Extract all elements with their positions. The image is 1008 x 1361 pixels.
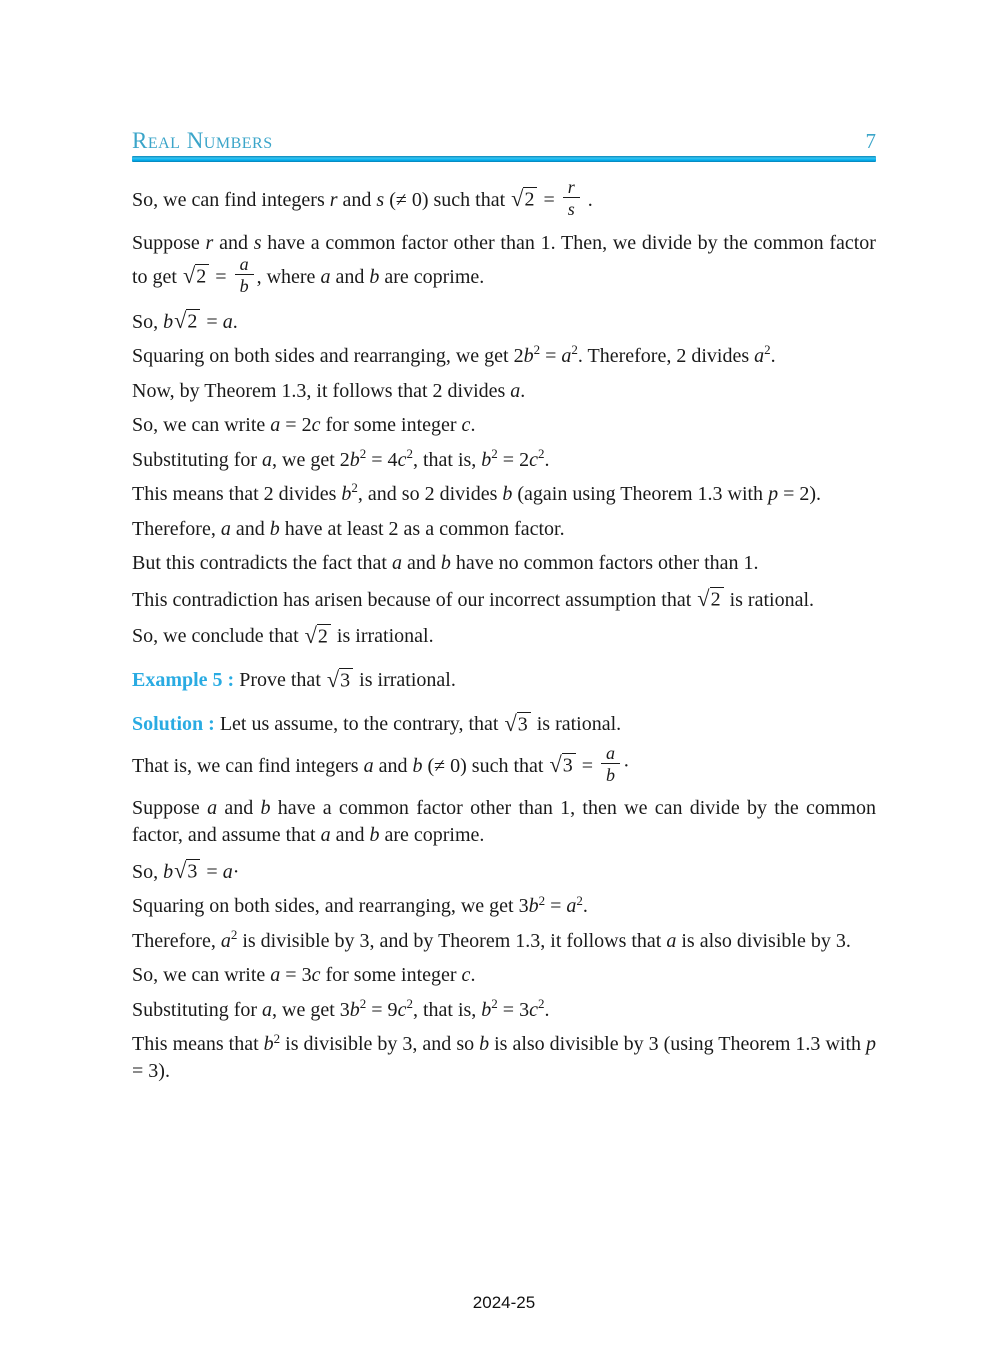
paragraph: But this contradicts the fact that a and b have no common factors other than 1. — [132, 552, 759, 575]
radical-sign-icon: √ — [183, 263, 196, 289]
math-superscript: 2 — [491, 445, 498, 461]
radicand: 2 — [186, 309, 200, 333]
math-variable: a — [561, 345, 572, 368]
math-variable: a — [510, 379, 521, 402]
page-footer — [0, 1293, 1008, 1313]
math-variable: c — [461, 414, 471, 437]
page-body — [132, 177, 877, 1093]
math-variable: b — [369, 265, 380, 288]
math-variable: a — [220, 929, 231, 952]
paragraph: So, we conclude that √2 is irrational. — [132, 622, 434, 648]
math-superscript: 2 — [571, 342, 578, 358]
math-superscript: 2 — [351, 480, 358, 496]
math-variable: c — [529, 998, 538, 1021]
math-variable: a — [270, 414, 281, 437]
paragraph: So, we can write a = 2c for some integer c. — [132, 414, 476, 437]
paragraph: Suppose r and s have a common factor other than 1. Then, we divide by the common factor to get √2 = $\frac{a}{b}$ , where a and b are coprime. — [132, 231, 876, 296]
paragraph: This means that $b^2$ is divisible by 3, and so b is also divisible by 3 (using Theorem 1.3 with p = 3). — [132, 1030, 877, 1083]
sqrt-expression — [504, 710, 530, 736]
paragraph: Example 5 : Prove that √3 is irrational. — [132, 666, 456, 692]
math-fraction — [235, 254, 254, 296]
math-variable: a — [270, 964, 281, 987]
math-variable: r — [205, 231, 214, 254]
math-variable: c — [461, 964, 471, 987]
paragraph: Now, by Theorem 1.3, it follows that 2 divides a. — [132, 379, 526, 402]
chapter-title: Real Numbers — [132, 128, 273, 153]
paragraph: So, we can find integers r and s (≠ 0) such that √2 = $\frac{r}{s}$ . — [132, 177, 593, 220]
radical-sign-icon: √ — [174, 858, 187, 884]
paragraph: Squaring on both sides, and rearranging, we get $3b^2 = a^2$. — [132, 892, 588, 918]
math-variable: c — [529, 448, 538, 471]
math-variable: a — [566, 895, 577, 918]
radicand: 3 — [186, 859, 200, 883]
math-superscript: 2 — [491, 996, 498, 1012]
math-superscript: 2 — [538, 892, 546, 908]
fraction-numerator: a — [601, 743, 620, 764]
math-superscript: 2 — [406, 445, 413, 461]
page-number: 7 — [865, 129, 876, 153]
sqrt-expression — [326, 666, 353, 692]
math-variable: b — [481, 998, 492, 1021]
math-variable: r — [329, 188, 338, 211]
math-variable: b — [528, 895, 539, 918]
paragraph: This means that 2 divides $b^2$, and so 2 divides b (again using Theorem 1.3 with p = 2). — [132, 480, 822, 506]
math-variable: b — [479, 1033, 490, 1056]
math-variable: a — [222, 310, 233, 333]
math-variable: c — [397, 448, 407, 471]
radical-sign-icon: √ — [697, 586, 710, 612]
radicand: 2 — [195, 264, 209, 288]
math-superscript: 2 — [764, 342, 771, 358]
sqrt-expression — [304, 622, 331, 648]
math-variable: a — [207, 797, 218, 820]
math-variable: a — [262, 998, 273, 1021]
math-variable: b — [163, 310, 174, 333]
radicand: 3 — [562, 753, 576, 777]
paragraph: Squaring on both sides and rearranging, we get $2b^2 = a^2$. Therefore, 2 divides $a^2$. — [132, 342, 776, 368]
math-variable: c — [311, 964, 321, 987]
sqrt-expression — [697, 586, 723, 612]
math-variable: a — [391, 552, 402, 575]
math-superscript: 2 — [533, 342, 541, 358]
radicand: 2 — [317, 624, 331, 648]
fraction-numerator: r — [563, 177, 580, 198]
math-variable: b — [341, 483, 352, 506]
sqrt-expression — [174, 858, 200, 884]
paragraph: Suppose a and b have a common factor other than 1, then we can divide by the common factor, and assume that a and b are coprime. — [132, 797, 876, 847]
math-variable: b — [502, 483, 513, 506]
radical-sign-icon: √ — [511, 186, 524, 212]
math-variable: s — [376, 188, 385, 211]
math-variable: p — [768, 483, 779, 506]
math-variable: a — [754, 345, 765, 368]
paragraph: So, we can write a = 3c for some integer c. — [132, 964, 476, 987]
paragraph: Solution : Let us assume, to the contrary, that √3 is rational. — [132, 710, 622, 736]
math-variable: a — [320, 824, 331, 847]
math-variable: b — [349, 448, 360, 471]
math-variable: a — [363, 754, 374, 777]
sqrt-expression — [183, 263, 209, 289]
fraction-denominator: s — [567, 199, 575, 220]
header-rule — [132, 156, 876, 162]
radical-sign-icon: √ — [326, 666, 340, 692]
math-variable: a — [222, 860, 233, 883]
sqrt-expression — [174, 308, 200, 334]
sqrt-expression — [549, 751, 575, 777]
math-superscript: 2 — [273, 1030, 281, 1046]
math-superscript: 2 — [537, 996, 545, 1012]
math-variable: b — [440, 552, 451, 575]
math-superscript: 2 — [359, 996, 367, 1012]
edition-label: 2024-25 — [472, 1293, 536, 1312]
page-header — [132, 128, 876, 162]
math-fraction — [601, 743, 620, 785]
radicand: 2 — [710, 587, 724, 611]
math-variable: a — [320, 265, 331, 288]
math-variable: c — [397, 998, 407, 1021]
math-superscript: 2 — [537, 445, 545, 461]
math-variable: b — [523, 345, 534, 368]
math-variable: a — [220, 517, 231, 540]
math-variable: p — [866, 1033, 877, 1056]
example-label: Solution : — [132, 713, 220, 736]
paragraph: So, b√3 = a· — [132, 858, 240, 884]
paragraph: This contradiction has arisen because of our incorrect assumption that √2 is rational. — [132, 586, 815, 612]
radicand: 3 — [517, 712, 531, 736]
math-fraction — [563, 177, 580, 219]
fraction-numerator: a — [235, 254, 254, 275]
paragraph: Substituting for a, we get $2b^2 = 4c^2$, that is, $b^2 = 2c^2$. — [132, 445, 550, 471]
paragraph: That is, we can find integers a and b (≠ 0) such that √3 = $\frac{a}{b}$ · — [132, 742, 630, 785]
math-variable: a — [666, 929, 677, 952]
math-variable: b — [369, 824, 380, 847]
math-variable: b — [481, 448, 492, 471]
example-label: Example 5 : — [132, 669, 240, 692]
paragraph: Substituting for a, we get $3b^2 = 9c^2$, that is, $b^2 = 3c^2$. — [132, 996, 550, 1021]
math-superscript: 2 — [406, 996, 413, 1012]
math-variable: b — [412, 754, 423, 777]
radical-sign-icon: √ — [174, 308, 187, 334]
radicand: 2 — [523, 187, 537, 211]
paragraph: Therefore, a and b have at least 2 as a common factor. — [132, 517, 565, 540]
paragraph: So, b√2 = a. — [132, 308, 238, 334]
paragraph: Therefore, $a^2$ is divisible by 3, and by Theorem 1.3, it follows that a is also divisible by 3. — [132, 927, 851, 952]
math-variable: b — [260, 797, 271, 820]
math-variable: b — [269, 517, 280, 540]
radicand: 3 — [339, 668, 353, 692]
fraction-denominator: b — [606, 764, 616, 785]
sqrt-expression — [511, 186, 537, 212]
math-variable: c — [311, 414, 321, 437]
radical-sign-icon: √ — [504, 710, 517, 736]
math-superscript: 2 — [576, 892, 583, 908]
math-variable: a — [262, 448, 273, 471]
math-variable: b — [349, 998, 360, 1021]
math-superscript: 2 — [359, 445, 367, 461]
fraction-denominator: b — [239, 275, 249, 296]
math-superscript: 2 — [230, 927, 238, 943]
radical-sign-icon: √ — [304, 622, 317, 648]
math-variable: b — [163, 860, 174, 883]
math-variable: b — [263, 1033, 274, 1056]
radical-sign-icon: √ — [549, 751, 562, 777]
math-variable: s — [253, 231, 262, 254]
header-row — [132, 128, 876, 154]
